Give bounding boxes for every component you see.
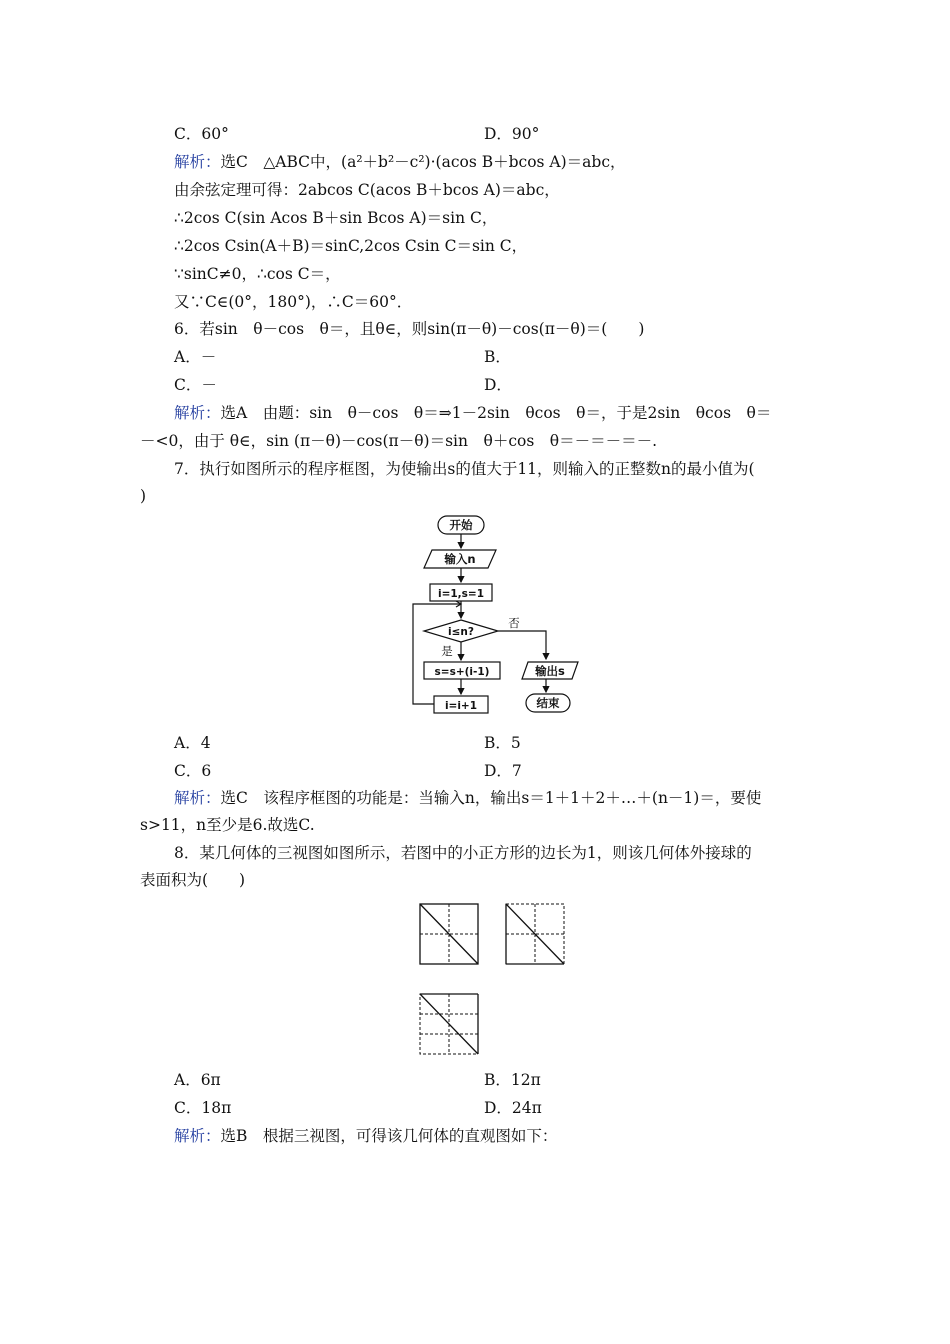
solution-text: 选A 由题：sin θ－cos θ＝⇒1－2sin θcos θ＝，于是2sin θcos θ＝ bbox=[220, 404, 772, 422]
side-view-figure bbox=[504, 902, 566, 966]
q5-solution-line-1 bbox=[174, 152, 626, 172]
q6-solution-line-1 bbox=[174, 403, 771, 423]
q6-option-a: A．－ bbox=[174, 348, 217, 366]
front-view-figure bbox=[418, 902, 480, 966]
q7-stem-line-1: 7．执行如图所示的程序框图，为使输出s的值大于11，则输入的正整数n的最小值为( bbox=[174, 460, 755, 478]
q7-option-c: C．6 bbox=[174, 762, 212, 780]
q5-solution-line-2: 由余弦定理可得：2abcos C(acos B＋bcos A)＝abc， bbox=[174, 181, 560, 199]
q8-option-a: A．6π bbox=[174, 1071, 221, 1089]
q5-solution-line-6: 又∵C∈(0°，180°)，∴C＝60°． bbox=[174, 293, 413, 311]
solution-label: 解析： bbox=[174, 153, 221, 171]
q5-option-c: C．60° bbox=[174, 125, 229, 143]
flow-yes-label: 是 bbox=[441, 644, 453, 658]
q7-solution-line-2: s>11，n至少是6.故选C. bbox=[140, 816, 315, 834]
q5-solution-line-3: ∴2cos C(sin Acos B＋sin Bcos A)＝sin C， bbox=[174, 209, 498, 227]
q6-option-b: B． bbox=[484, 348, 511, 366]
q8-stem-line-1: 8．某几何体的三视图如图所示，若图中的小正方形的边长为1，则该几何体外接球的 bbox=[174, 844, 752, 862]
q8-option-c: C．18π bbox=[174, 1099, 232, 1117]
flow-input-label: 输入n bbox=[444, 552, 476, 566]
q5-option-d: D．90° bbox=[484, 125, 540, 143]
solution-label: 解析： bbox=[174, 1127, 221, 1145]
q7-option-a: A．4 bbox=[174, 734, 211, 752]
solution-text: 选C 该程序框图的功能是：当输入n，输出s＝1＋1＋2＋…＋(n－1)＝，要使 bbox=[220, 789, 762, 807]
solution-text: 选B 根据三视图，可得该几何体的直观图如下： bbox=[220, 1127, 558, 1145]
q7-solution-line-1 bbox=[174, 788, 761, 808]
flow-start-label: 开始 bbox=[449, 518, 473, 532]
flow-output-label: 输出s bbox=[535, 664, 565, 678]
q8-solution-line-1 bbox=[174, 1126, 557, 1146]
flow-update-i-label: i=i+1 bbox=[444, 700, 478, 712]
q7-option-d: D．7 bbox=[484, 762, 522, 780]
flow-update-s-label: s=s+(i-1) bbox=[434, 666, 490, 678]
solution-label: 解析： bbox=[174, 789, 221, 807]
q5-solution-line-5: ∵sinC≠0，∴cos C＝， bbox=[174, 265, 341, 283]
q6-option-c: C．－ bbox=[174, 376, 217, 394]
q6-solution-line-2: －<0，由于 θ∈，sin (π－θ)－cos(π－θ)＝sin θ＋cos θ＝－＝－＝－. bbox=[140, 432, 658, 450]
q6-stem: 6．若sin θ－cos θ＝，且θ∈，则sin(π－θ)－cos(π－θ)＝( ) bbox=[174, 320, 645, 338]
solution-text: 选C △ABC中，(a²＋b²－c²)·(acos B＋bcos A)＝abc， bbox=[220, 153, 626, 171]
solution-label: 解析： bbox=[174, 404, 221, 422]
q8-option-d: D．24π bbox=[484, 1099, 542, 1117]
q7-stem-line-2: ) bbox=[140, 487, 147, 505]
q8-stem-line-2: 表面积为( ) bbox=[140, 871, 246, 889]
flow-end-label: 结束 bbox=[536, 696, 560, 710]
flow-init-label: i=1,s=1 bbox=[437, 588, 485, 600]
q8-option-b: B．12π bbox=[484, 1071, 541, 1089]
q6-option-d: D． bbox=[484, 376, 512, 394]
top-view-figure bbox=[418, 992, 480, 1056]
flowchart bbox=[400, 512, 590, 720]
q7-option-b: B．5 bbox=[484, 734, 521, 752]
flow-no-label: 否 bbox=[508, 616, 520, 630]
flow-condition-label: i≤n? bbox=[448, 626, 474, 638]
q5-solution-line-4: ∴2cos Csin(A＋B)＝sinC,2cos Csin C＝sin C， bbox=[174, 237, 528, 255]
